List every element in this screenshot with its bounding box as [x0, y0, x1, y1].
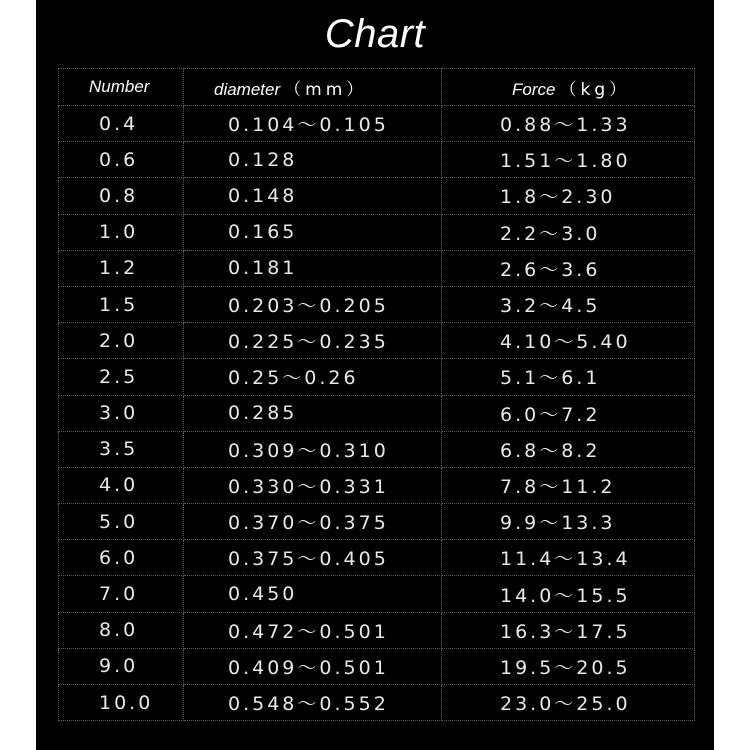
- header-diameter-label: diameter: [214, 79, 281, 99]
- cell-diameter: 0.25～0.26: [184, 359, 442, 395]
- cell-number: 6.0: [59, 540, 184, 576]
- cell-force: 0.88～1.33: [442, 106, 695, 142]
- cell-number: 1.5: [59, 286, 184, 322]
- cell-number: 3.5: [59, 431, 184, 467]
- cell-number: 5.0: [59, 504, 184, 540]
- page-title: Chart: [324, 12, 426, 56]
- cell-diameter: 0.165: [184, 214, 442, 250]
- cell-force: 6.0～7.2: [442, 395, 695, 431]
- table-row: [59, 648, 695, 684]
- cell-diameter: 0.450: [184, 576, 442, 612]
- table-row: [59, 323, 695, 359]
- cell-number: 2.0: [59, 323, 184, 359]
- cell-force: 19.5～20.5: [442, 648, 695, 684]
- header-force: [442, 69, 695, 106]
- cell-diameter: 0.181: [184, 250, 442, 286]
- table-row: [59, 504, 695, 540]
- table-row: [59, 178, 695, 214]
- cell-diameter: 0.330～0.331: [184, 467, 442, 503]
- table-row: [59, 685, 695, 721]
- spec-table: [58, 68, 695, 721]
- cell-diameter: 0.375～0.405: [184, 540, 442, 576]
- cell-force: 6.8～8.2: [442, 431, 695, 467]
- cell-number: 8.0: [59, 612, 184, 648]
- cell-force: 7.8～11.2: [442, 467, 695, 503]
- cell-diameter: 0.148: [184, 178, 442, 214]
- cell-diameter: 0.104～0.105: [184, 106, 442, 142]
- header-diameter-unit: （mm）: [284, 79, 368, 100]
- cell-force: 3.2～4.5: [442, 286, 695, 322]
- cell-number: 3.0: [59, 395, 184, 431]
- cell-force: 1.8～2.30: [442, 178, 695, 214]
- cell-number: 9.0: [59, 648, 184, 684]
- cell-number: 0.4: [59, 106, 184, 142]
- table-row: [59, 214, 695, 250]
- cell-force: 14.0～15.5: [442, 576, 695, 612]
- cell-number: 10.0: [59, 685, 184, 721]
- header-force-label: Force: [512, 79, 556, 99]
- cell-number: 1.0: [59, 214, 184, 250]
- cell-diameter: 0.128: [184, 142, 442, 178]
- cell-number: 0.8: [59, 178, 184, 214]
- cell-force: 2.2～3.0: [442, 214, 695, 250]
- cell-diameter: 0.472～0.501: [184, 612, 442, 648]
- header-number: [59, 69, 184, 106]
- cell-diameter: 0.285: [184, 395, 442, 431]
- cell-force: 1.51～1.80: [442, 142, 695, 178]
- table-row: [59, 612, 695, 648]
- cell-diameter: 0.548～0.552: [184, 685, 442, 721]
- table-body: [59, 106, 695, 721]
- cell-number: 4.0: [59, 467, 184, 503]
- cell-number: 2.5: [59, 359, 184, 395]
- table-row: [59, 106, 695, 142]
- cell-diameter: 0.370～0.375: [184, 504, 442, 540]
- table-row: [59, 576, 695, 612]
- cell-number: 1.2: [59, 250, 184, 286]
- header-diameter: [184, 69, 442, 106]
- table-row: [59, 540, 695, 576]
- table-row: [59, 359, 695, 395]
- cell-force: 16.3～17.5: [442, 612, 695, 648]
- cell-diameter: 0.225～0.235: [184, 323, 442, 359]
- table-row: [59, 395, 695, 431]
- header-force-unit: （kg）: [559, 79, 631, 100]
- cell-force: 11.4～13.4: [442, 540, 695, 576]
- cell-force: 5.1～6.1: [442, 359, 695, 395]
- table-header-row: [59, 69, 695, 106]
- cell-number: 0.6: [59, 142, 184, 178]
- cell-force: 23.0～25.0: [442, 685, 695, 721]
- table-row: [59, 142, 695, 178]
- table-row: [59, 250, 695, 286]
- cell-force: 2.6～3.6: [442, 250, 695, 286]
- cell-diameter: 0.309～0.310: [184, 431, 442, 467]
- cell-force: 4.10～5.40: [442, 323, 695, 359]
- cell-number: 7.0: [59, 576, 184, 612]
- cell-diameter: 0.409～0.501: [184, 648, 442, 684]
- table-row: [59, 431, 695, 467]
- chart-panel: [36, 0, 714, 750]
- cell-diameter: 0.203～0.205: [184, 286, 442, 322]
- cell-force: 9.9～13.3: [442, 504, 695, 540]
- table-row: [59, 286, 695, 322]
- table-row: [59, 467, 695, 503]
- header-number-label: Number: [89, 77, 150, 96]
